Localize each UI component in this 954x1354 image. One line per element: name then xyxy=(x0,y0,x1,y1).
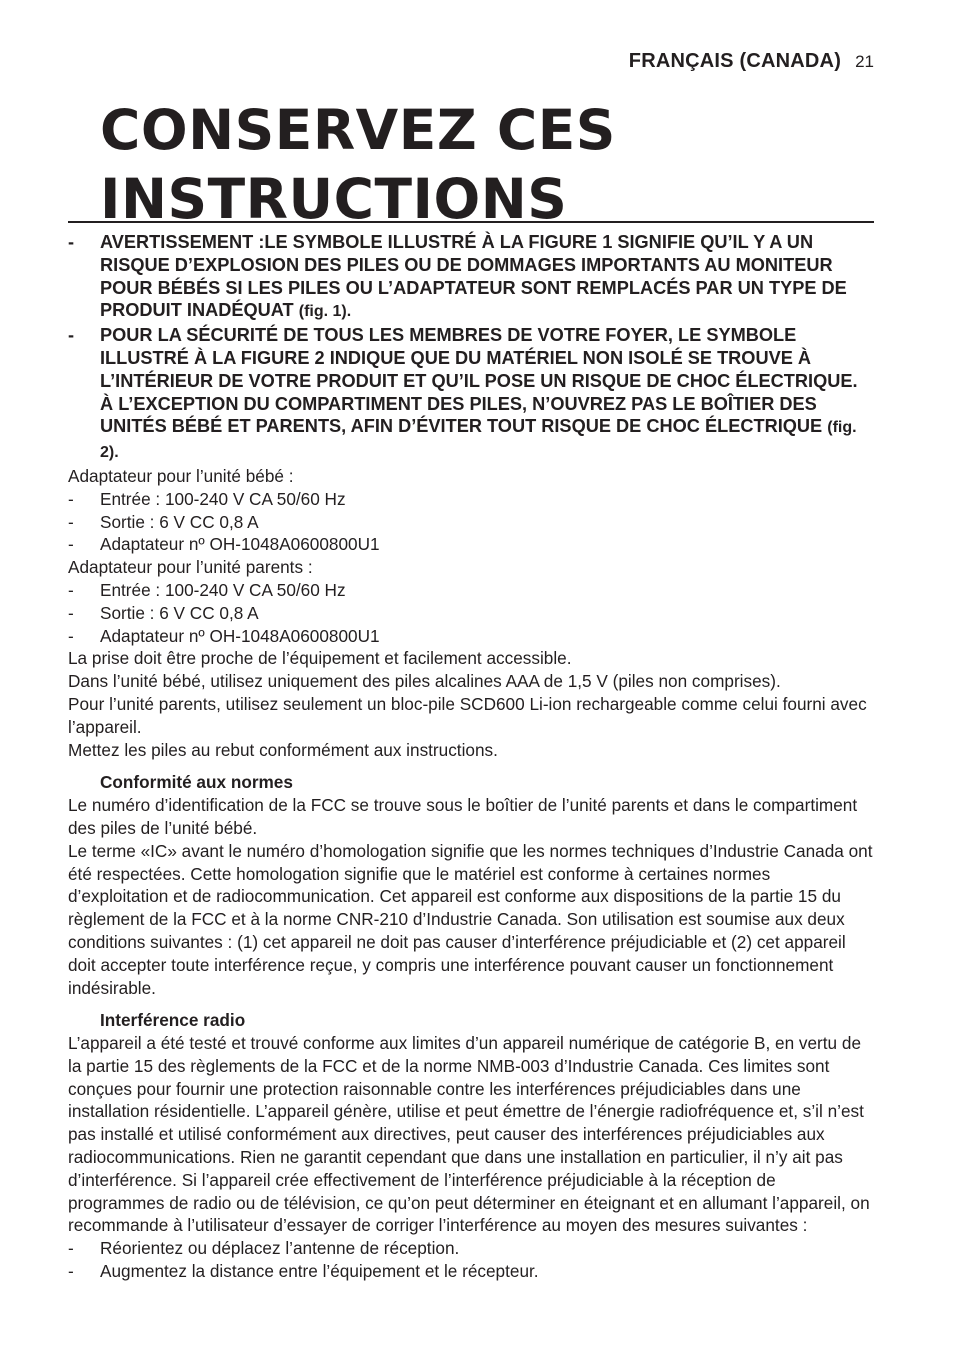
list-dash: - xyxy=(68,1238,74,1259)
list-dash: - xyxy=(68,232,75,252)
page-title-line-1: CONSERVEZ CES xyxy=(100,98,616,162)
list-dash: - xyxy=(68,511,74,532)
page-number: 21 xyxy=(855,52,874,71)
baby-adapter-label: Adaptateur pour l’unité bébé : xyxy=(68,465,294,486)
list-item-text: Sortie : 6 V CC 0,8 A xyxy=(100,602,259,623)
list-item-text: Réorientez ou déplacez l’antenne de réception. xyxy=(100,1238,460,1259)
warning-item xyxy=(68,324,874,465)
compliance-paragraph: Le terme «IC» avant le numéro d’homologation signifie que les normes techniques d’Industrie Canada ont été respectées. Cette homologation signifie que le matériel est conforme à certaines normes d’exploitation et de radiocommunication. Cet appareil est conforme aux dispositions de la partie 15 du règlement de la FCC et à la norme CNR-210 d’Industrie Canada. Son utilisation est soumise aux deux conditions suivantes : (1) cet appareil ne doit pas causer d’interférence préjudiciable et (2) cet appareil doit accepter toute interférence reçue, y compris une interférence pouvant causer un fonctionnement indésirable. xyxy=(68,840,873,998)
list-item xyxy=(68,579,874,602)
list-item-text: Augmentez la distance entre l’équipement et le récepteur. xyxy=(100,1261,539,1282)
list-item xyxy=(68,1237,874,1260)
page-title-line-2: INSTRUCTIONS xyxy=(100,167,568,231)
header-language: FRANÇAIS (CANADA) xyxy=(628,50,842,72)
list-item-text: Adaptateur nº OH-1048A0600800U1 xyxy=(100,534,380,555)
list-item xyxy=(68,533,874,556)
list-item-text: Sortie : 6 V CC 0,8 A xyxy=(100,511,259,532)
list-dash: - xyxy=(68,1261,74,1282)
list-item xyxy=(68,602,874,625)
list-dash: - xyxy=(68,534,74,555)
note-paragraph: La prise doit être proche de l’équipement et facilement accessible. xyxy=(68,648,572,669)
interference-paragraph: L’appareil a été testé et trouvé conforme aux limites d’un appareil numérique de catégorie B, en vertu de la partie 15 des règlements de la FCC et de la norme NMB-003 d’Industrie Canada. Ces limites sont conçues pour fournir une protection raisonnable contre les interférences préjudiciables dans une installation résidentielle. L’appareil génère, utilise et peut émettre de l’énergie radiofréquence et, s’il n’est pas installé et utilisé conformément aux directives, peut causer des interférences préjudiciables aux radiocommunications. Rien ne garantit cependant que dans une installation en particulier, il n’y ait pas d’interférence. Si l’appareil crée effectivement de l’interférence préjudiciable à la réception de programmes de radio ou de télévision, ce qu’on peut déterminer en éteignant et en allumant l’appareil, on recommande à l’utilisateur d’essayer de corriger l’interférence au moyen des mesures suivantes : xyxy=(68,1033,870,1236)
page-content xyxy=(68,231,874,1283)
interference-heading: Interférence radio xyxy=(100,1010,246,1031)
figure-reference: (fig. 1). xyxy=(298,303,352,321)
note-paragraph: Mettez les piles au rebut conformément aux instructions. xyxy=(68,739,498,760)
compliance-paragraph: Le numéro d’identification de la FCC se trouve sous le boîtier de l’unité parents et dans le compartiment des piles de l’unité bébé. xyxy=(68,795,858,838)
list-dash: - xyxy=(68,488,74,509)
list-item-text: Entrée : 100-240 V CA 50/60 Hz xyxy=(100,488,346,509)
note-paragraph: Dans l’unité bébé, utilisez uniquement des piles alcalines AAA de 1,5 V (piles non comprises). xyxy=(68,671,781,692)
list-item xyxy=(68,1260,874,1283)
note-paragraph: Pour l’unité parents, utilisez seulement un bloc-pile SCD600 Li-ion rechargeable comme celui fourni avec l’appareil. xyxy=(68,693,867,737)
warning-text: POUR LA SÉCURITÉ DE TOUS LES MEMBRES DE VOTRE FOYER, LE SYMBOLE ILLUSTRÉ À LA FIGURE 2 INDIQUE QUE DU MATÉRIEL NON ISOLÉ SE TROUVE À L’INTÉRIEUR DE VOTRE PRODUIT ET QU’IL POSE UN RISQUE DE CHOC ÉLECTRIQUE. À L’EXCEPTION DU COMPARTIMENT DES PILES, N’OUVREZ PAS LE BOÎTIER DES UNITÉS BÉBÉ ET PARENTS, AFIN D’ÉVITER TOUT RISQUE DE CHOC ÉLECTRIQUE xyxy=(100,325,858,437)
list-item xyxy=(68,488,874,511)
list-dash: - xyxy=(68,625,74,646)
list-item-text: Adaptateur nº OH-1048A0600800U1 xyxy=(100,625,380,646)
figure-reference: (fig. 2). xyxy=(100,419,857,462)
title-divider xyxy=(68,221,874,223)
list-item xyxy=(68,511,874,534)
page-header xyxy=(0,48,874,75)
warning-text: AVERTISSEMENT :LE SYMBOLE ILLUSTRÉ À LA FIGURE 1 SIGNIFIE QU’IL Y A UN RISQUE D’EXPLOSION DES PILES OU DE DOMMAGES IMPORTANTS AU MONITEUR POUR BÉBÉS SI LES PILES OU L’ADAPTATEUR SONT REMPLACÉS PAR UN TYPE DE PRODUIT INADÉQUAT xyxy=(100,232,847,321)
list-dash: - xyxy=(68,579,74,600)
parent-adapter-label: Adaptateur pour l’unité parents : xyxy=(68,557,313,578)
list-item xyxy=(68,625,874,648)
list-item-text: Entrée : 100-240 V CA 50/60 Hz xyxy=(100,579,346,600)
compliance-heading: Conformité aux normes xyxy=(100,772,293,793)
list-dash: - xyxy=(68,602,74,623)
page-title xyxy=(100,96,616,234)
list-dash: - xyxy=(68,325,75,346)
warning-item xyxy=(68,231,874,324)
